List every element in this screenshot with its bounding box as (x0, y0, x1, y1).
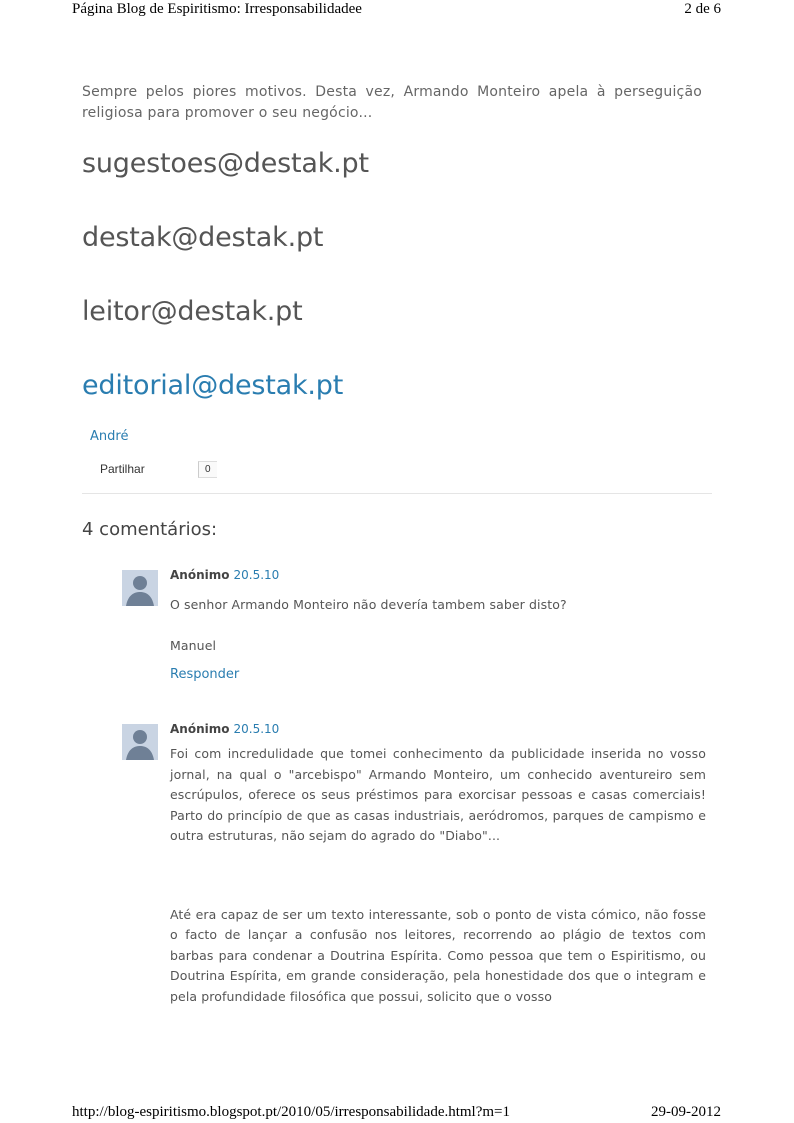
post-intro: Sempre pelos piores motivos. Desta vez, Armando Monteiro apela à perseguição religiosa para promover o seu negócio... (82, 84, 702, 121)
print-header-title: Página Blog de Espiritismo: Irresponsabilidadee (72, 1, 362, 17)
comment-author: Anónimo (170, 722, 230, 736)
email-destak: destak@destak.pt (82, 222, 324, 253)
avatar (122, 570, 158, 606)
comment-signature: Manuel (170, 637, 217, 653)
comment-date-link[interactable]: 20.5.10 (233, 722, 280, 736)
user-silhouette-icon (122, 570, 158, 606)
share-row (100, 458, 702, 480)
comments-title: 4 comentários: (82, 519, 218, 540)
email-leitor: leitor@destak.pt (82, 296, 303, 327)
comment-text: O senhor Armando Monteiro não devería tambem saber disto? (170, 597, 567, 612)
comment-text: Até era capaz de ser um texto interessante, sob o ponto de vista cómico, não fosse o facto de lançar a confusão nos leitores, recorrendo ao plágio de textos com barbas para condenar a Doutrina Espírita. Como pessoa que tem o Espiritismo, ou Doutrina Espírita, em grande consideração, pela honestidade dos que o integram e pela profundidade filosófica que possui, solicito que o vosso (170, 906, 706, 1004)
divider (82, 493, 712, 494)
reply-link[interactable]: Responder (170, 667, 240, 682)
post-content (82, 82, 706, 1007)
email-editorial-link[interactable]: editorial@destak.pt (82, 370, 344, 401)
print-header (72, 1, 721, 18)
comment-date-link[interactable]: 20.5.10 (233, 568, 280, 582)
print-footer-date: 29-09-2012 (651, 1104, 721, 1120)
avatar (122, 724, 158, 760)
comment-text: Foi com incredulidade que tomei conhecimento da publicidade inserida no vosso jornal, na qual o "arcebispo" Armando Monteiro, um conhecido aventureiro sem escrúpulos, oferece os seus préstimos para exorcisar pessoas e casas comerciais! Parto do princípio de que as casas industriais, aeródromos, parques de campismo e outra estruturas, não sejam do agrado do "Diabo"... (170, 746, 706, 843)
email-sugestoes: sugestoes@destak.pt (82, 148, 369, 179)
comment-author: Anónimo (170, 568, 230, 582)
share-button[interactable]: Partilhar (100, 462, 145, 476)
user-silhouette-icon (122, 724, 158, 760)
print-footer (72, 1104, 721, 1121)
comment (122, 722, 706, 1007)
comment (122, 568, 702, 682)
print-footer-url: http://blog-espiritismo.blogspot.pt/2010/05/irresponsabilidade.html?m=1 (72, 1104, 511, 1120)
share-count: 0 (198, 461, 217, 478)
print-header-page: 2 de 6 (684, 1, 721, 17)
post-author-link[interactable]: André (90, 429, 129, 444)
